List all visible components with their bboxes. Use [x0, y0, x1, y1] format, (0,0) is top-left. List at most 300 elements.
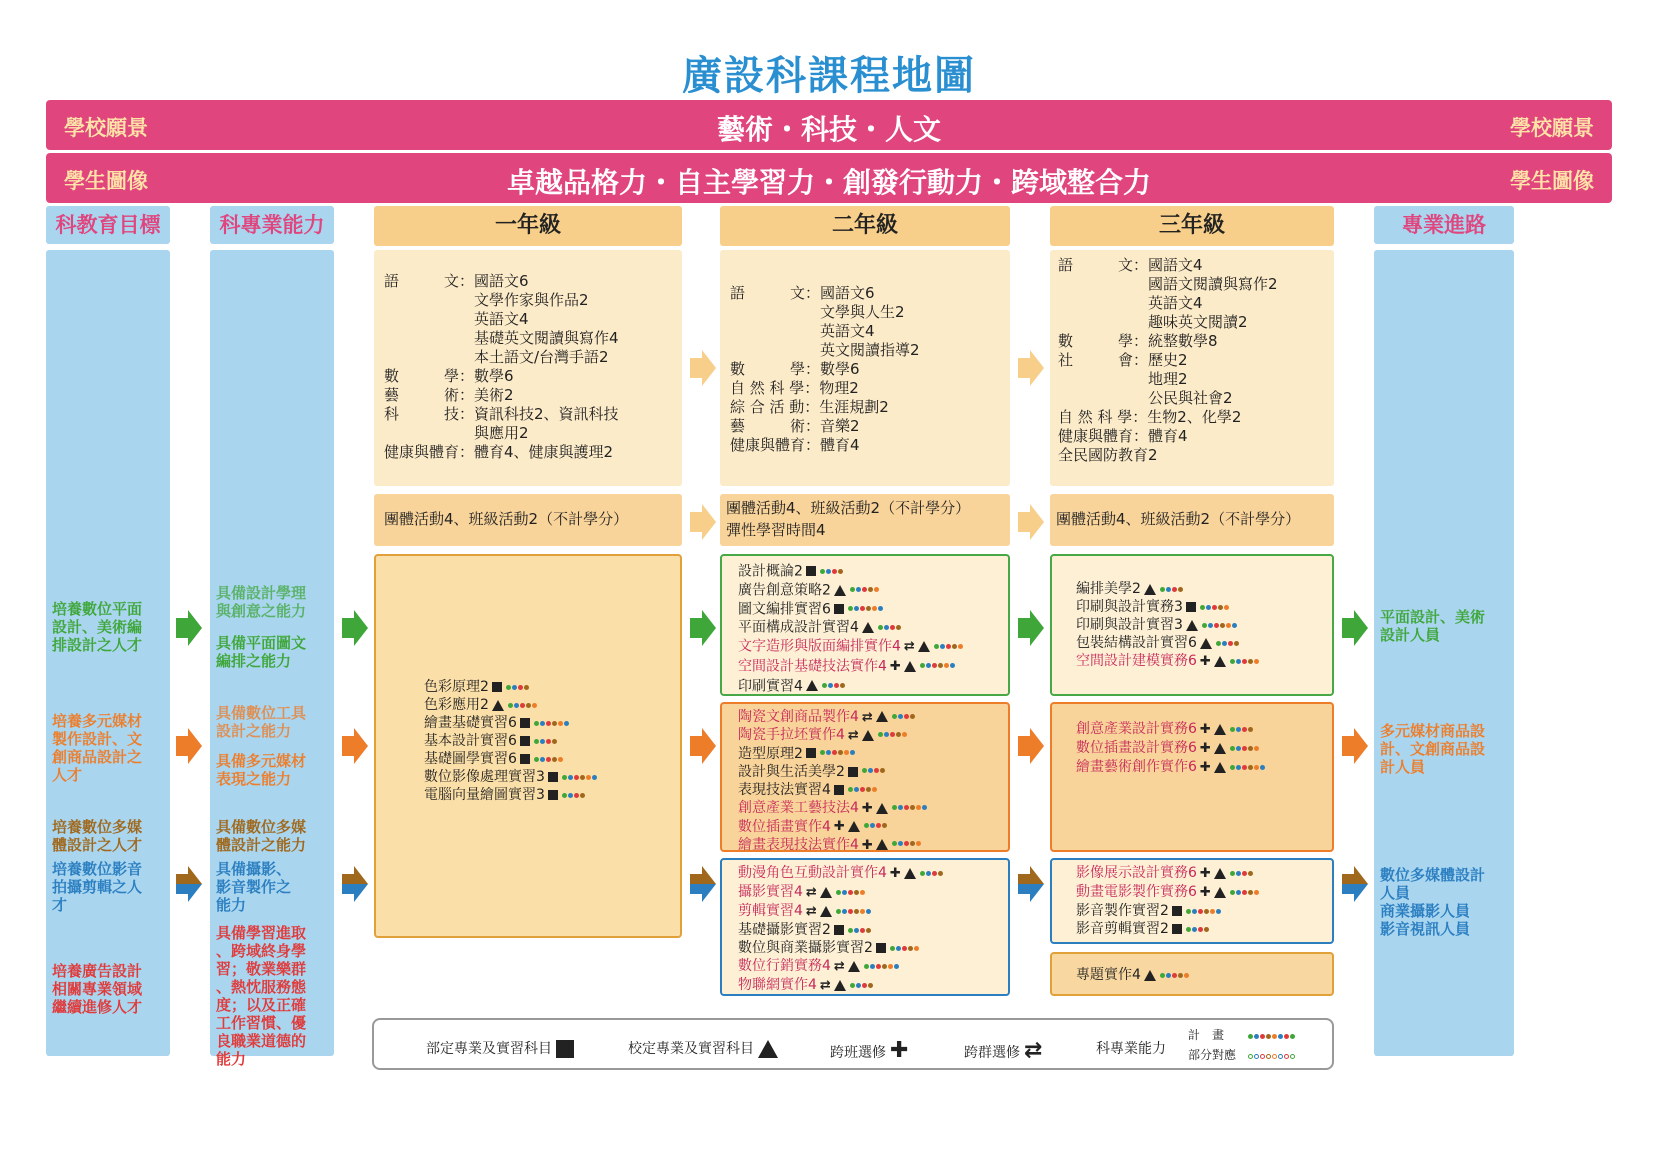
grade1-header: 一年級: [374, 206, 682, 246]
ability-dot: [866, 928, 871, 933]
ability-dots: [1200, 598, 1230, 616]
ability-dot: [866, 909, 871, 914]
ability-dot: [1172, 587, 1177, 592]
course-item: [424, 696, 598, 714]
cross-class-icon: ✚: [1199, 654, 1211, 669]
grade2-activities-text: 團體活動4、班級活動2（不計學分） 彈性學習時間4: [726, 499, 971, 539]
course-item: [738, 902, 944, 921]
course-name: 圖文編排實習6: [738, 600, 831, 617]
ability-dot: [1206, 605, 1211, 610]
ability-dots: [1230, 883, 1260, 901]
ability-dot: [562, 793, 567, 798]
ability-dot: [1198, 909, 1203, 914]
cross-class-icon: ✚: [1199, 722, 1211, 737]
course-name: 空間設計基礎技法實作4: [738, 658, 887, 674]
ability-dots: [890, 939, 920, 957]
cross-group-icon: ⇄: [833, 959, 845, 974]
ability-dot: [854, 606, 859, 611]
ability-dot: [876, 964, 881, 969]
ability-dot: [842, 890, 847, 895]
course-item: [424, 750, 598, 768]
ability-dots: [892, 799, 928, 817]
ability-dot: [866, 787, 871, 792]
ability-dot: [826, 569, 831, 574]
ability-dot: [524, 685, 529, 690]
ability-dots: [562, 768, 598, 786]
ability-dot: [540, 721, 545, 726]
dept-required-square-icon: [548, 772, 558, 782]
legend-triangle-icon: [758, 1040, 778, 1058]
ability-dot: [1248, 765, 1253, 770]
course-name: 設計概論2: [738, 563, 803, 580]
legend-dept-required: [426, 1038, 574, 1058]
ability-dots: [1230, 758, 1266, 776]
ability-dot: [1242, 871, 1247, 876]
cross-class-icon: ✚: [889, 866, 901, 881]
course-item: [738, 921, 944, 939]
ability-dot: [896, 625, 901, 630]
course-item: [738, 726, 928, 744]
ability-dot: [562, 775, 567, 780]
course-item: [424, 732, 598, 750]
course-name: 繪畫表現技法實作4: [738, 836, 859, 853]
orange-flow-arrow: [176, 728, 202, 764]
ability-dot: [1204, 927, 1209, 932]
ability-dot: [910, 841, 915, 846]
ability-dot: [848, 890, 853, 895]
grade3-general-panel: [1050, 250, 1334, 486]
school-required-triangle-icon: [862, 622, 874, 633]
ability-dot: [878, 732, 883, 737]
course-name: 動漫角色互動設計實作4: [738, 865, 887, 881]
course-name: 印刷與設計實習3: [1076, 617, 1183, 633]
ability-dot: [868, 768, 873, 773]
course-name: 陶瓷手拉坯實作4: [738, 727, 845, 743]
ability-dot: [1230, 727, 1235, 732]
ability-dot: [870, 964, 875, 969]
ability-dot: [832, 569, 837, 574]
cross-group-icon: ⇄: [847, 728, 859, 743]
ability-dot: [820, 750, 825, 755]
legend-cross-class-label: 跨班選修: [830, 1045, 886, 1061]
ability-dot: [540, 739, 545, 744]
ability-dot: [1166, 973, 1171, 978]
course-name: 陶瓷文創商品製作4: [738, 708, 859, 725]
ability-dots: [534, 750, 564, 768]
ability-dot: [552, 739, 557, 744]
ability-dots: [848, 921, 872, 939]
course-item: [738, 781, 928, 799]
ability-dot: [1226, 623, 1231, 628]
ability-dot: [1220, 623, 1225, 628]
ability-dots: [892, 836, 922, 854]
course-name: 數位插畫實作4: [738, 818, 831, 835]
ability-dots: [1248, 1028, 1296, 1044]
legend-cross-class-icon: ✚: [890, 1038, 909, 1063]
ability-dot: [938, 871, 943, 876]
ability-dot: [902, 732, 907, 737]
ability-dot: [850, 587, 855, 592]
ability-dot: [902, 946, 907, 951]
career-multimedia: 數位多媒體設計 人員 商業攝影人員 影音視訊人員: [1380, 866, 1486, 938]
ability-dot: [910, 714, 915, 719]
ability-dots: [1186, 902, 1222, 920]
ability-dot: [1230, 765, 1235, 770]
ability-dot: [828, 683, 833, 688]
ability-dot: [1254, 746, 1259, 751]
cross-group-icon: ⇄: [861, 709, 873, 725]
course-item: [738, 618, 964, 637]
legend-cross-group-label: 跨群選修: [964, 1045, 1020, 1061]
ability-dots: [820, 745, 856, 763]
ability-dot: [1254, 890, 1259, 895]
ability-dot: [892, 805, 897, 810]
ability-dot: [1248, 871, 1253, 876]
cross-class-icon: ✚: [1199, 760, 1211, 775]
grade-flow-arrow: [690, 350, 716, 386]
ability-dot: [866, 606, 871, 611]
ability-dot: [532, 703, 537, 708]
ability-dot: [1242, 727, 1247, 732]
ability-dot: [1208, 623, 1213, 628]
ability-dot: [1224, 605, 1229, 610]
course-name: 文字造形與版面編排實作4: [738, 638, 901, 655]
school-required-triangle-icon: [918, 641, 930, 652]
ability-dot: [1236, 890, 1241, 895]
legend-cross-group: [964, 1038, 1042, 1063]
ability-dot: [868, 587, 873, 592]
school-required-triangle-icon: [862, 730, 874, 741]
ability-dot: [512, 685, 517, 690]
course-name: 繪畫藝術創作實作6: [1076, 759, 1197, 775]
ability-dot: [904, 714, 909, 719]
orange-flow-arrow: [690, 728, 716, 764]
ability-dot: [926, 663, 931, 668]
ability-dot: [898, 841, 903, 846]
ability-dot: [910, 805, 915, 810]
green-flow-arrow: [690, 610, 716, 646]
cross-group-icon: ⇄: [819, 978, 831, 993]
multimedia-flow-arrow: [176, 866, 202, 902]
ability-dot: [888, 964, 893, 969]
ability-dot: [1222, 641, 1227, 646]
ability-dot: [1278, 1054, 1283, 1059]
dept-required-square-icon: [834, 925, 844, 935]
profile-label-left: 學生圖像: [64, 169, 148, 193]
ability-dot: [872, 606, 877, 611]
dept-required-square-icon: [520, 718, 530, 728]
ability-dot: [820, 569, 825, 574]
goal-graphic-design: 培養數位平面 設計、美術編 排設計之人才: [52, 600, 143, 654]
ability-dot: [1192, 927, 1197, 932]
ability-dot: [1172, 973, 1177, 978]
ability-dot: [842, 909, 847, 914]
ability-dot: [592, 775, 597, 780]
school-required-triangle-icon: [1214, 656, 1226, 667]
ability-dot: [1242, 765, 1247, 770]
course-item: [738, 581, 964, 600]
ability-dot: [1254, 1034, 1259, 1039]
ability-dot: [874, 768, 879, 773]
ability-dot: [526, 703, 531, 708]
school-required-triangle-icon: [1186, 620, 1198, 631]
school-required-triangle-icon: [1200, 638, 1212, 649]
course-item: [738, 864, 944, 883]
grade1-course-list: [424, 678, 598, 804]
course-name: 基礎攝影實習2: [738, 922, 831, 938]
activity-flow-arrow: [690, 504, 716, 540]
ability-dot: [1260, 765, 1265, 770]
grade3-topic-panel: [1050, 952, 1334, 996]
ability-dot: [1230, 890, 1235, 895]
course-name: 影音製作實習2: [1076, 903, 1169, 919]
school-required-triangle-icon: [1214, 887, 1226, 898]
course-name: 繪畫基礎實習6: [424, 715, 517, 731]
ability-dot: [822, 683, 827, 688]
ability-dots: [1248, 1048, 1296, 1064]
ability-dot: [1198, 927, 1203, 932]
ability-dot: [1266, 1034, 1271, 1039]
ability-dot: [848, 928, 853, 933]
multimedia-flow-arrow: [342, 866, 368, 902]
course-name: 設計與生活美學2: [738, 763, 845, 780]
course-name: 物聯網實作4: [738, 977, 817, 993]
ability-dot: [1260, 1054, 1265, 1059]
dept-required-square-icon: [492, 682, 502, 692]
ability-dot: [884, 732, 889, 737]
course-name: 印刷與設計實務3: [1076, 599, 1183, 615]
cross-group-icon: ⇄: [805, 885, 817, 900]
career-media: 多元媒材商品設 計、文創商品設 計人員: [1380, 722, 1486, 776]
ability-dot: [934, 644, 939, 649]
course-item: [1076, 920, 1260, 938]
ability-dot: [1234, 641, 1239, 646]
dept-required-square-icon: [834, 604, 844, 614]
course-item: [738, 763, 928, 781]
course-name: 包裝結構設計實習6: [1076, 635, 1197, 651]
ability-dots: [836, 902, 872, 920]
dept-required-square-icon: [1172, 924, 1182, 934]
grade2-green-list: [738, 562, 964, 695]
course-name: 影音剪輯實習2: [1076, 921, 1169, 937]
ability-dot: [920, 663, 925, 668]
ability-dot: [860, 606, 865, 611]
ability-lifelong: 具備學習進取 、跨域終身學 習；敬業樂群 、熱忱服務態 度；以及正確 工作習慣、優 良職業道德的 能力: [216, 924, 307, 1068]
course-item: [1076, 966, 1190, 984]
course-name: 基本設計實習6: [424, 733, 517, 749]
ability-multimedia: 具備數位多媒 體設計之能力: [216, 818, 307, 854]
grade2-general-panel: [720, 250, 1010, 486]
multimedia-flow-arrow: [1342, 866, 1368, 902]
ability-dot: [898, 714, 903, 719]
ability-dot: [896, 732, 901, 737]
ability-dot: [1212, 605, 1217, 610]
ability-media: 具備多元媒材 表現之能力: [216, 752, 307, 788]
ability-dot: [904, 805, 909, 810]
ability-dot: [1248, 727, 1253, 732]
ability-dot: [574, 775, 579, 780]
school-required-triangle-icon: [876, 839, 888, 850]
orange-flow-arrow: [342, 728, 368, 764]
grade3-orange-panel: [1050, 702, 1334, 852]
grade1-professional-panel: [374, 554, 682, 938]
grade2-blue-list: [738, 864, 944, 995]
ability-dot: [938, 663, 943, 668]
school-required-triangle-icon: [834, 980, 846, 991]
ability-dots: [534, 732, 558, 750]
school-required-triangle-icon: [834, 585, 846, 596]
course-name: 數位插畫設計實務6: [1076, 740, 1197, 756]
ability-dot: [1214, 623, 1219, 628]
ability-dot: [1254, 765, 1259, 770]
ability-dot: [552, 721, 557, 726]
ability-dot: [1178, 973, 1183, 978]
ability-dot: [546, 721, 551, 726]
grade1-general-courses: 語 文：國語文6 文學作家與作品2 英語文4 基礎英文閱讀與寫作4 本土語文/台灣手語2 數 學：數學6 藝 術：美術2 科 技：資訊科技2、資訊科技 與應用2 健康與體育：體育4、健康與護理2: [384, 272, 619, 461]
ability-dots: [534, 714, 570, 732]
course-name: 影像展示設計實務6: [1076, 865, 1197, 881]
school-required-triangle-icon: [848, 961, 860, 972]
ability-dot: [832, 750, 837, 755]
ability-dot: [1192, 909, 1197, 914]
course-name: 電腦向量繪圖實習3: [424, 787, 545, 803]
cross-class-icon: ✚: [889, 659, 901, 674]
ability-dot: [838, 569, 843, 574]
ability-dots: [862, 763, 886, 781]
ability-dot: [1242, 659, 1247, 664]
ability-dot: [1236, 746, 1241, 751]
ability-dot: [898, 805, 903, 810]
course-name: 剪輯實習4: [738, 903, 803, 919]
ability-dot: [574, 793, 579, 798]
course-item: [1076, 758, 1266, 777]
ability-dot: [944, 663, 949, 668]
course-item: [1076, 883, 1260, 902]
ability-dot: [904, 841, 909, 846]
ability-dots: [1230, 864, 1254, 882]
school-required-triangle-icon: [904, 661, 916, 672]
ability-dot: [916, 841, 921, 846]
course-name: 專題實作4: [1076, 967, 1141, 983]
ability-dot: [1236, 727, 1241, 732]
ability-dot: [506, 685, 511, 690]
cross-group-icon: ⇄: [805, 904, 817, 919]
grade1-general-panel: [374, 250, 682, 486]
course-name: 印刷實習4: [738, 677, 803, 694]
grade3-activities: [1050, 494, 1334, 546]
orange-flow-arrow: [1342, 728, 1368, 764]
course-name: 數位影像處理實習3: [424, 769, 545, 785]
green-flow-arrow: [1018, 610, 1044, 646]
school-required-triangle-icon: [876, 711, 888, 722]
ability-dot: [892, 841, 897, 846]
dept-required-square-icon: [1172, 906, 1182, 916]
course-name: 廣告創意策略2: [738, 582, 831, 598]
school-required-triangle-icon: [848, 821, 860, 832]
course-item: [738, 939, 944, 957]
ability-dot: [894, 964, 899, 969]
ability-dot: [1178, 587, 1183, 592]
ability-dot: [860, 909, 865, 914]
dept-required-square-icon: [876, 943, 886, 953]
legend-school-required-label: 校定專業及實習科目: [628, 1041, 754, 1057]
ability-dot: [518, 685, 523, 690]
course-item: [424, 786, 598, 804]
vision-label-left: 學校願景: [64, 116, 148, 140]
ability-dots: [920, 864, 944, 882]
course-name: 色彩應用2: [424, 697, 489, 713]
dept-required-square-icon: [520, 736, 530, 746]
dept-required-square-icon: [806, 566, 816, 576]
course-name: 動畫電影製作實務6: [1076, 884, 1197, 900]
ability-dot: [1204, 909, 1209, 914]
cross-class-icon: ✚: [861, 837, 873, 853]
ability-dots: [1160, 966, 1190, 984]
grade3-green-panel: [1050, 554, 1334, 696]
ability-dots: [506, 678, 530, 696]
course-item: [1076, 634, 1260, 652]
course-name: 創意產業工藝技法4: [738, 800, 859, 816]
course-item: [738, 976, 944, 995]
course-item: [738, 637, 964, 657]
course-item: [424, 768, 598, 786]
grade2-orange-panel: [720, 702, 1010, 852]
school-required-triangle-icon: [1214, 724, 1226, 735]
ability-dot: [836, 890, 841, 895]
goals-header: 科教育目標: [46, 206, 170, 244]
goal-further-study: 培養廣告設計 相關專業領域 繼續進修人才: [52, 962, 143, 1016]
green-flow-arrow: [342, 610, 368, 646]
course-name: 基礎圖學實習6: [424, 751, 517, 767]
ability-dot: [872, 787, 877, 792]
ability-dot: [1266, 1054, 1271, 1059]
legend-cross-group-icon: ⇄: [1024, 1038, 1043, 1063]
ability-dot: [890, 732, 895, 737]
dept-required-square-icon: [548, 790, 558, 800]
school-required-triangle-icon: [1144, 584, 1156, 595]
ability-dots: [1202, 616, 1238, 634]
ability-dots: [1186, 920, 1210, 938]
course-item: [1076, 652, 1260, 671]
ability-dot: [534, 739, 539, 744]
grade3-green-list: [1076, 580, 1260, 671]
course-item: [738, 818, 928, 836]
activity-flow-arrow: [1018, 504, 1044, 540]
cross-class-icon: ✚: [1199, 741, 1211, 756]
ability-dot: [1232, 623, 1237, 628]
ability-dot: [950, 663, 955, 668]
ability-dot: [908, 946, 913, 951]
vision-banner: [46, 100, 1612, 150]
ability-dot: [958, 644, 963, 649]
school-required-triangle-icon: [1214, 868, 1226, 879]
grade3-general-courses: 語 文：國語文4 國語文閱讀與寫作2 英語文4 趣味英文閱讀2 數 學：統整數學8 社 會：歷史2 地理2 公民與社會2 自 然 科 學：生物2、化學2 健康與體育：體育4 全民國防教育2: [1058, 256, 1278, 464]
ability-dots: [1160, 580, 1184, 598]
ability-dot: [534, 721, 539, 726]
ability-dot: [864, 964, 869, 969]
course-name: 色彩原理2: [424, 679, 489, 695]
school-required-triangle-icon: [492, 700, 504, 711]
ability-dot: [860, 890, 865, 895]
ability-dot: [922, 805, 927, 810]
vision-text: 藝術・科技・人文: [716, 113, 941, 146]
ability-dot: [940, 644, 945, 649]
ability-dot: [932, 871, 937, 876]
grade2-orange-list: [738, 708, 928, 854]
cross-class-icon: ✚: [833, 819, 845, 835]
multimedia-flow-arrow: [690, 866, 716, 902]
course-item: [738, 745, 928, 763]
